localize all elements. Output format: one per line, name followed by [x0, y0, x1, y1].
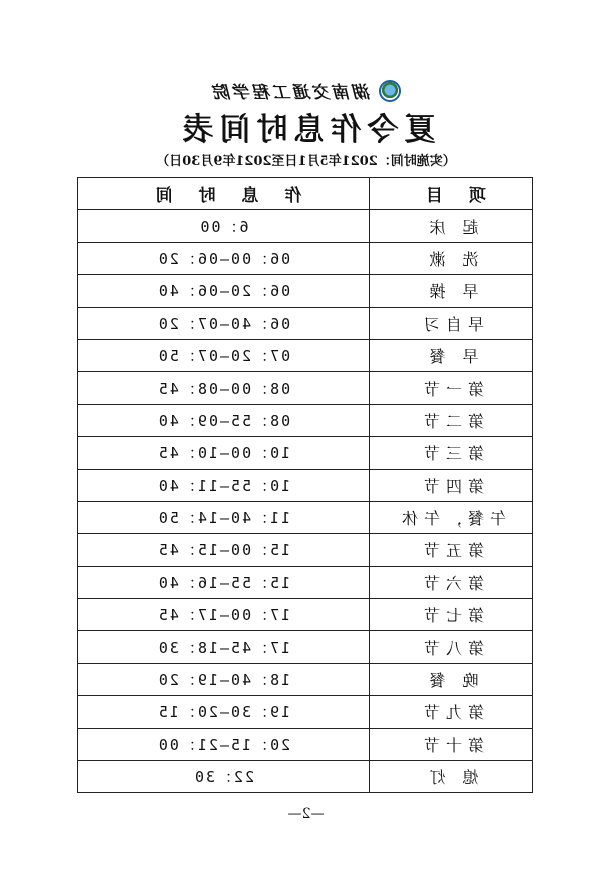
schedule-time: 17：45—18：30	[78, 631, 370, 663]
table-row	[78, 307, 533, 339]
schedule-time: 06：40—07：20	[78, 307, 370, 339]
table-row	[78, 663, 533, 695]
schedule-item: 第四节	[370, 469, 533, 501]
schedule-item: 早 餐	[370, 339, 533, 371]
schedule-item: 第八节	[370, 631, 533, 663]
schedule-time: 17：00—17：45	[78, 599, 370, 631]
schedule-time: 08：00—08：45	[78, 372, 370, 404]
table-row	[78, 339, 533, 371]
table-row	[78, 599, 533, 631]
school-header	[0, 78, 612, 103]
table-row	[78, 696, 533, 728]
schedule-time: 15：55—16：40	[78, 566, 370, 598]
schedule-item: 早自习	[370, 307, 533, 339]
schedule-item: 第三节	[370, 437, 533, 469]
schedule-item: 第五节	[370, 534, 533, 566]
schedule-item: 晚 餐	[370, 663, 533, 695]
table-row	[78, 437, 533, 469]
schedule-rows	[78, 210, 533, 793]
implementation-period: （实施时间：2021年5月1日至2021年9月30日）	[156, 154, 456, 169]
table-row	[78, 404, 533, 436]
document-title: 夏令作息时间表	[176, 112, 436, 148]
schedule-item: 第七节	[370, 599, 533, 631]
table-row	[78, 372, 533, 404]
table-row	[78, 469, 533, 501]
schedule-time: 10：55—11：40	[78, 469, 370, 501]
schedule-item: 第十节	[370, 728, 533, 760]
schedule-item: 起 床	[370, 210, 533, 242]
schedule-time: 19：30—20：15	[78, 696, 370, 728]
schedule-table	[77, 177, 533, 793]
school-name: 湖南交通工程学院	[211, 83, 371, 103]
schedule-item: 早 操	[370, 275, 533, 307]
schedule-time: 11：40—14：50	[78, 501, 370, 533]
table-row	[78, 566, 533, 598]
table-row	[78, 501, 533, 533]
schedule-time: 10：00—10：45	[78, 437, 370, 469]
schedule-item: 第二节	[370, 404, 533, 436]
table-row	[78, 275, 533, 307]
schedule-time: 08：55—09：40	[78, 404, 370, 436]
schedule-time: 6：00	[78, 210, 370, 242]
schedule-item: 洗 漱	[370, 242, 533, 274]
header-item: 项 目	[370, 178, 533, 210]
schedule-time: 20：15—21：00	[78, 728, 370, 760]
school-logo-icon	[379, 80, 401, 102]
schedule-time: 22：30	[78, 761, 370, 793]
schedule-time: 15：00—15：45	[78, 534, 370, 566]
table-row	[78, 728, 533, 760]
table-row	[78, 534, 533, 566]
schedule-item: 第一节	[370, 372, 533, 404]
schedule-time: 06：20—06：40	[78, 275, 370, 307]
table-row	[78, 631, 533, 663]
schedule-time: 07：20—07：50	[78, 339, 370, 371]
schedule-time: 18：40—19：20	[78, 663, 370, 695]
schedule-item: 第九节	[370, 696, 533, 728]
schedule-item: 熄 灯	[370, 761, 533, 793]
table-row	[78, 242, 533, 274]
table-row	[78, 761, 533, 793]
page-number: —2—	[287, 806, 325, 822]
schedule-time: 06：00—06：20	[78, 242, 370, 274]
table-header-row	[78, 178, 533, 210]
schedule-item: 午餐，午休	[370, 501, 533, 533]
schedule-item: 第六节	[370, 566, 533, 598]
table-row	[78, 210, 533, 242]
header-time: 作 息 时 间	[78, 178, 370, 210]
